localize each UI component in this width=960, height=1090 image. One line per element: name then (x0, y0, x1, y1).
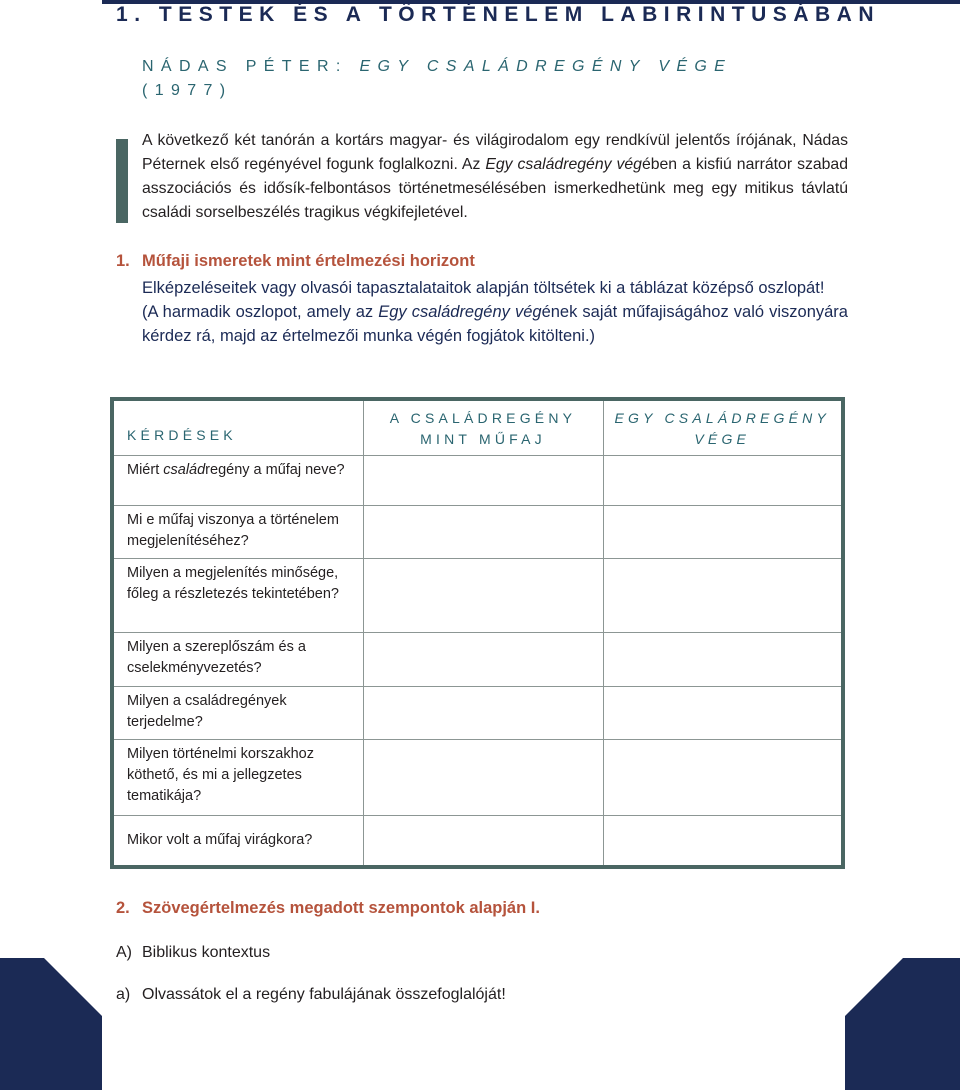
subtask-text: Olvassátok el a regény fabulájának összefoglalóját! (142, 986, 506, 1003)
intro-text-2: ében a kisfiú narrátor szabad asszociációs és idősík-felbontásos történetmesélésében ismerkedhetünk meg egy mitikus távlatú családi sorselbeszélés tragikus végkifejletével. (142, 156, 849, 221)
header-genre: A CSALÁDREGÉNY MINT MŰFAJ (363, 401, 603, 455)
work-year: (1977) (142, 82, 233, 99)
header-questions: KÉRDÉSEK (114, 401, 363, 455)
author-name: NÁDAS PÉTER: (142, 58, 348, 75)
subsection-text: Biblikus kontextus (142, 944, 271, 961)
question-cell: Miért családregény a műfaj neve? (114, 455, 363, 505)
task1-number: 1. (116, 252, 130, 270)
question-cell: Mikor volt a műfaj virágkora? (114, 815, 363, 865)
task2-number: 2. (116, 899, 130, 917)
task1-title: Műfaji ismeretek mint értelmezési horizont (142, 252, 475, 270)
bottom-left-corner-shape (0, 958, 102, 1090)
question-cell: Milyen a családregények terjedelme? (114, 686, 363, 739)
subsection-label: A) (116, 944, 132, 961)
intro-italic-title: Egy családregény vég (485, 156, 642, 173)
question-cell: Milyen történelmi korszakhoz köthető, és mi a jellegzetes tematikája? (114, 739, 363, 815)
header-novel: EGY CSALÁDREGÉNY VÉGE (603, 401, 841, 455)
task1-note-italic: Egy családregény vég (378, 303, 542, 321)
subtask-label: a) (116, 986, 131, 1003)
task1-note-text-1: (A harmadik oszlopot, amely az (142, 303, 379, 321)
intro-text-1: A következő két tanórán a kortárs magyar- és világirodalom egy rendkívül jelentős írójának, Nádas Péternek első regényével fogunk foglalkozni. Az (142, 132, 848, 173)
question-cell: Milyen a szereplőszám és a cselekményvezetés? (114, 632, 363, 686)
question-cell: Milyen a megjelenítés minősége, főleg a részletezés tekintetében? (114, 558, 363, 632)
bottom-right-corner-shape (845, 958, 960, 1090)
question-cell: Mi e műfaj viszonya a történelem megjelenítéséhez? (114, 505, 363, 558)
chapter-title: 1. TESTEK ÉS A TÖRTÉNELEM LABIRINTUSÁBAN (116, 3, 881, 26)
task2-title: Szövegértelmezés megadott szempontok alapján I. (142, 899, 540, 917)
work-title: EGY CSALÁDREGÉNY VÉGE (359, 58, 733, 75)
task1-note-text-2: ének saját műfajiságához való viszonyára kérdez rá, majd az értelmezői munka végén fogjátok kitölteni.) (142, 303, 848, 345)
task1-instruction: Elképzeléseitek vagy olvasói tapasztalataitok alapján töltsétek ki a táblázat középső oszlopát! (142, 279, 825, 297)
